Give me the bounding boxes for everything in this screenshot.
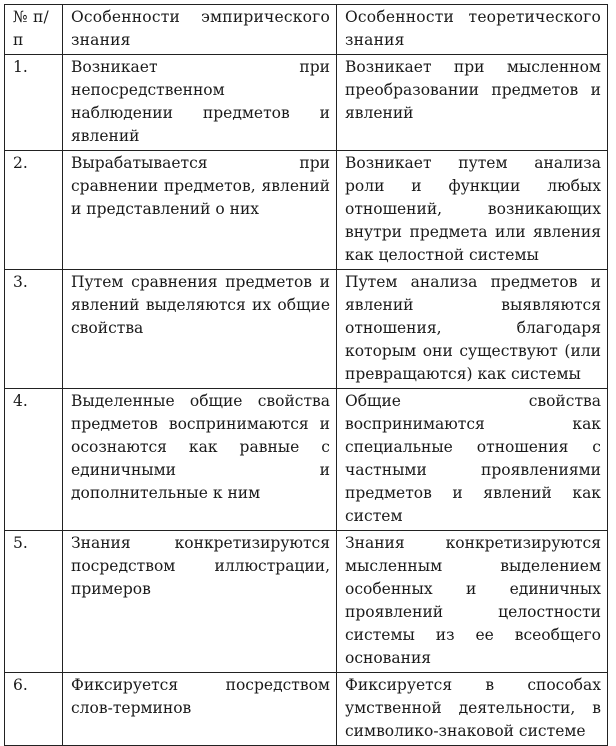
- header-number: № п/п: [5, 5, 63, 55]
- theoretical-cell: Путем анализа предметов и явлений выявляются отношения, благодаря которым они существуют (или превращаются) как системы: [337, 270, 608, 389]
- row-number: 1.: [5, 55, 63, 151]
- theoretical-cell: Фиксируется в способах умственной деятельности, в символико-знаковой системе: [337, 673, 608, 746]
- table-row: [5, 531, 608, 673]
- comparison-table-wrapper: [4, 4, 607, 746]
- row-number: 3.: [5, 270, 63, 389]
- theoretical-cell: Возникает при мысленном преобразовании предметов и явлений: [337, 55, 608, 151]
- table-row: [5, 389, 608, 531]
- header-theoretical: Особенности теоретического знания: [337, 5, 608, 55]
- empirical-cell: Выделенные общие свойства предметов воспринимаются и осознаются как равные с единичными и дополнительные к ним: [63, 389, 337, 531]
- theoretical-cell: Знания конкретизируются мысленным выделением особенных и единичных проявлений целостности системы из ее всеобщего основания: [337, 531, 608, 673]
- header-empirical: Особенности эмпирического знания: [63, 5, 337, 55]
- empirical-cell: Фиксируется посредством слов-терминов: [63, 673, 337, 746]
- theoretical-cell: Возникает путем анализа роли и функции любых отношений, возникающих внутри предмета или явления как целостной системы: [337, 151, 608, 270]
- table-row: [5, 270, 608, 389]
- row-number: 4.: [5, 389, 63, 531]
- comparison-table: [4, 4, 608, 746]
- theoretical-cell: Общие свойства воспринимаются как специальные отношения с частными проявлениями предметов и явлений как систем: [337, 389, 608, 531]
- row-number: 2.: [5, 151, 63, 270]
- empirical-cell: Возникает при непосредственном наблюдении предметов и явлений: [63, 55, 337, 151]
- row-number: 5.: [5, 531, 63, 673]
- table-row: [5, 673, 608, 746]
- empirical-cell: Путем сравнения предметов и явлений выделяются их общие свойства: [63, 270, 337, 389]
- empirical-cell: Знания конкретизируются посредством иллюстрации, примеров: [63, 531, 337, 673]
- table-row: [5, 55, 608, 151]
- table-header-row: [5, 5, 608, 55]
- table-row: [5, 151, 608, 270]
- row-number: 6.: [5, 673, 63, 746]
- empirical-cell: Вырабатывается при сравнении предметов, явлений и представлений о них: [63, 151, 337, 270]
